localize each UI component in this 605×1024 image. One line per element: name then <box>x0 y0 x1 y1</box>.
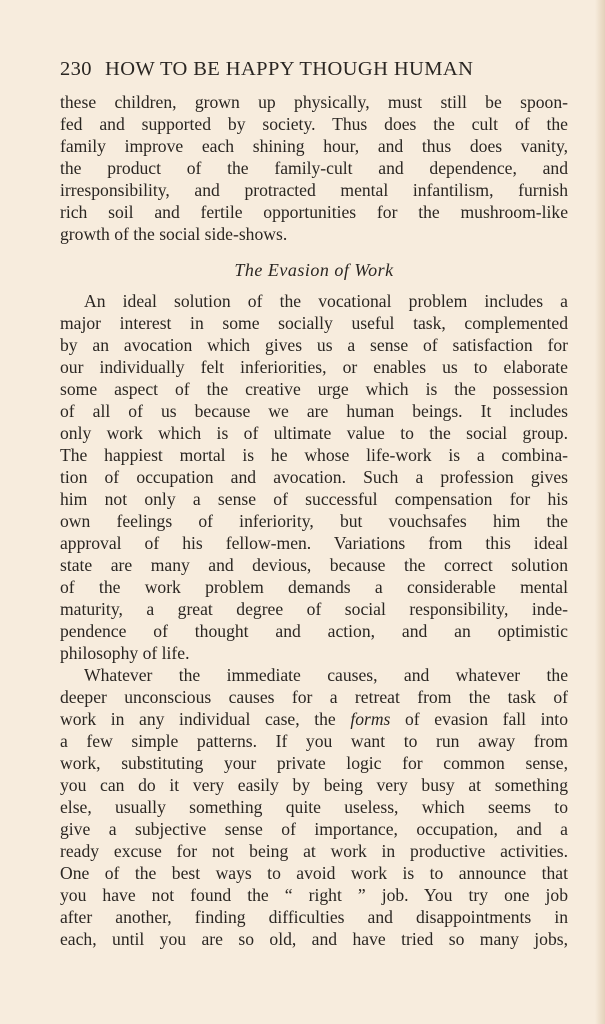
text-line: growth of the social side-shows. <box>60 224 288 244</box>
text-line: our individually felt inferiorities, or enables us to elaborate <box>60 357 568 377</box>
text-line: else, usually something quite useless, which seems to <box>60 797 568 817</box>
text-line: each, until you are so old, and have tried so many jobs, <box>60 929 568 949</box>
text-line: of the work problem demands a considerable mental <box>60 577 568 597</box>
text-line: him not only a sense of successful compensation for his <box>60 489 568 509</box>
text-line: only work which is of ultimate value to the social group. <box>60 423 568 443</box>
section-heading: The Evasion of Work <box>234 260 394 280</box>
text-line: you can do it very easily by being very busy at something <box>60 775 568 795</box>
text-line: Whatever the immediate causes, and whatever the <box>84 665 568 685</box>
text-line: you have not found the “ right ” job. You try one job <box>60 885 568 905</box>
text-line: rich soil and fertile opportunities for the mushroom-like <box>60 202 568 222</box>
text-line-with-italic <box>60 708 568 730</box>
text-line: deeper unconscious causes for a retreat from the task of <box>60 687 568 707</box>
text-line: some aspect of the creative urge which is the possession <box>60 379 568 399</box>
text-line: approval of his fellow-men. Variations from this ideal <box>60 533 568 553</box>
text-line: fed and supported by society. Thus does the cult of the <box>60 114 568 134</box>
text-span: of evasion fall into <box>390 709 568 729</box>
text-line: these children, grown up physically, must still be spoon- <box>60 92 568 112</box>
text-line: by an avocation which gives us a sense of satisfaction for <box>60 335 568 355</box>
page-number: 230 <box>60 58 92 80</box>
text-line: maturity, a great degree of social responsibility, inde- <box>60 599 568 619</box>
text-line: give a subjective sense of importance, occupation, and a <box>60 819 568 839</box>
text-line: philosophy of life. <box>60 643 190 663</box>
text-line: the product of the family-cult and dependence, and <box>60 158 568 178</box>
text-line: An ideal solution of the vocational problem includes a <box>84 291 568 311</box>
text-line: state are many and devious, because the correct solution <box>60 555 568 575</box>
text-span: work in any individual case, the <box>60 709 351 729</box>
text-line: of all of us because we are human beings. It includes <box>60 401 568 421</box>
text-line: after another, finding difficulties and disappointments in <box>60 907 568 927</box>
text-line: work, substituting your private logic for common sense, <box>60 753 568 773</box>
text-line: The happiest mortal is he whose life-work is a combina- <box>60 445 568 465</box>
text-line: own feelings of inferiority, but vouchsafes him the <box>60 511 568 531</box>
text-line: irresponsibility, and protracted mental infantilism, furnish <box>60 180 568 200</box>
running-title: HOW TO BE HAPPY THOUGH HUMAN <box>105 58 474 80</box>
italic-word: forms <box>350 709 391 729</box>
text-line: tion of occupation and avocation. Such a profession gives <box>60 467 568 487</box>
text-line: ready excuse for not being at work in productive activities. <box>60 841 568 861</box>
text-line: One of the best ways to avoid work is to announce that <box>60 863 568 883</box>
text-line: a few simple patterns. If you want to run away from <box>60 731 568 751</box>
text-line: major interest in some socially useful task, complemented <box>60 313 568 333</box>
page-edge-shadow <box>595 0 605 1024</box>
text-line: family improve each shining hour, and thus does vanity, <box>60 136 568 156</box>
page-header <box>60 58 570 84</box>
text-line: pendence of thought and action, and an optimistic <box>60 621 568 641</box>
